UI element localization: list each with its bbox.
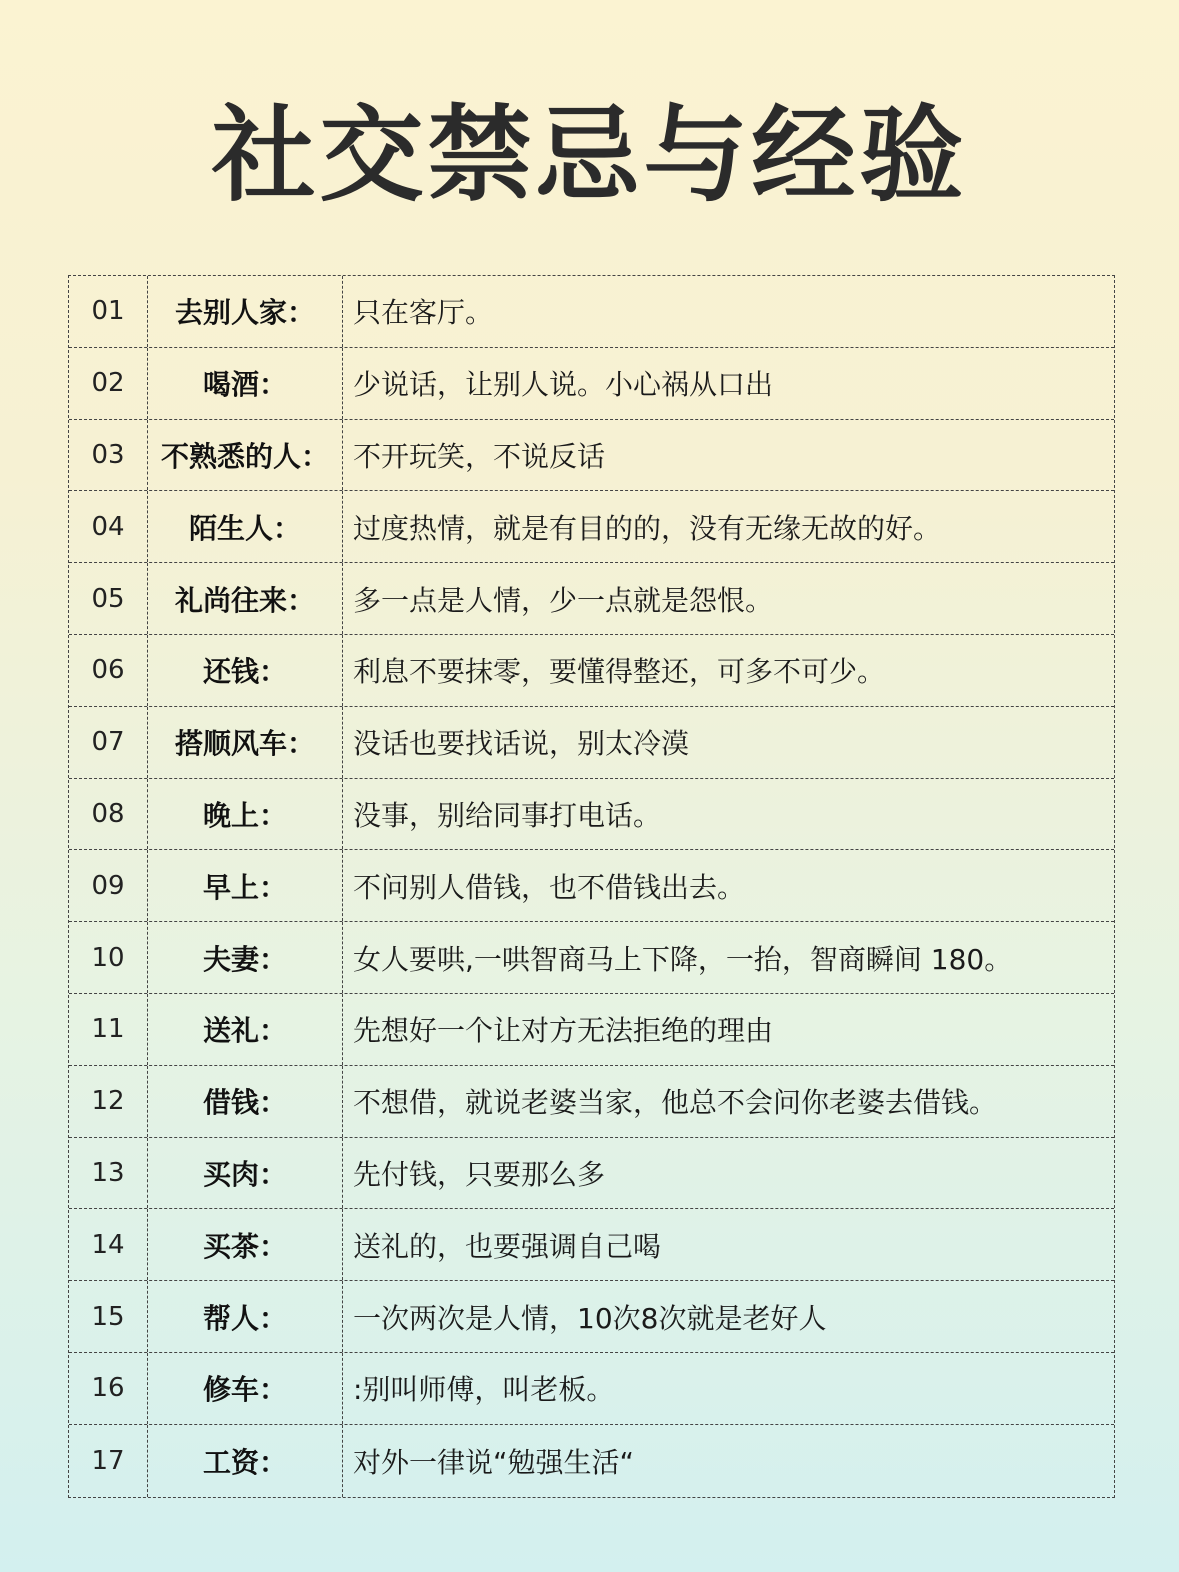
table-row <box>69 707 1114 779</box>
row-advice: 只在客厅。 <box>353 296 494 330</box>
row-topic: 去别人家： <box>148 276 343 347</box>
row-advice: 没话也要找话说，别太冷漠 <box>353 727 690 761</box>
row-number: 10 <box>69 922 148 993</box>
row-topic: 工资： <box>148 1425 343 1497</box>
row-advice: 送礼的，也要强调自己喝 <box>353 1229 662 1263</box>
table-row <box>69 276 1114 348</box>
row-number: 04 <box>69 491 148 562</box>
table-row <box>69 1353 1114 1425</box>
row-advice: 少说话，让别人说。小心祸从口出 <box>353 368 774 402</box>
page-title: 社交禁忌与经验 <box>211 94 968 216</box>
table-row <box>69 635 1114 707</box>
row-number: 02 <box>69 348 148 419</box>
row-number: 12 <box>69 1066 148 1137</box>
table-row <box>69 779 1114 851</box>
row-topic: 晚上： <box>148 779 343 850</box>
table-row <box>69 1209 1114 1281</box>
row-number: 03 <box>69 420 148 491</box>
row-advice: 不想借，就说老婆当家，他总不会问你老婆去借钱。 <box>353 1086 998 1120</box>
table-row <box>69 1066 1114 1138</box>
row-advice: 先想好一个让对方无法拒绝的理由 <box>353 1014 774 1048</box>
row-topic: 不熟悉的人： <box>148 420 343 491</box>
row-topic: 买肉： <box>148 1138 343 1209</box>
row-number: 07 <box>69 707 148 778</box>
row-topic: 借钱： <box>148 1066 343 1137</box>
table-row <box>69 922 1114 994</box>
row-topic: 送礼： <box>148 994 343 1065</box>
row-number: 16 <box>69 1353 148 1424</box>
row-number: 06 <box>69 635 148 706</box>
row-topic: 夫妻： <box>148 922 343 993</box>
row-topic: 买茶： <box>148 1209 343 1280</box>
row-topic: 陌生人： <box>148 491 343 562</box>
table-row <box>69 348 1114 420</box>
row-advice: 利息不要抹零，要懂得整还，可多不可少。 <box>353 655 886 689</box>
row-advice: 一次两次是人情，10次8次就是老好人 <box>353 1301 827 1335</box>
row-number: 08 <box>69 779 148 850</box>
row-advice: 多一点是人情，少一点就是怨恨。 <box>353 583 774 617</box>
row-advice: 先付钱，只要那么多 <box>353 1157 606 1191</box>
table-row <box>69 491 1114 563</box>
row-topic: 早上： <box>148 850 343 921</box>
row-number: 13 <box>69 1138 148 1209</box>
row-number: 17 <box>69 1425 148 1497</box>
row-advice: 没事，别给同事打电话。 <box>353 798 662 832</box>
row-number: 05 <box>69 563 148 634</box>
row-advice: 过度热情，就是有目的的，没有无缘无故的好。 <box>353 511 942 545</box>
table-row <box>69 994 1114 1066</box>
row-number: 14 <box>69 1209 148 1280</box>
table-row <box>69 1138 1114 1210</box>
table-row <box>69 850 1114 922</box>
row-advice: 不问别人借钱，也不借钱出去。 <box>353 870 746 904</box>
row-topic: 帮人： <box>148 1281 343 1352</box>
table-row <box>69 1281 1114 1353</box>
row-number: 15 <box>69 1281 148 1352</box>
row-advice: :别叫师傅，叫老板。 <box>353 1373 615 1407</box>
row-topic: 喝酒： <box>148 348 343 419</box>
table-row <box>69 420 1114 492</box>
row-number: 09 <box>69 850 148 921</box>
row-number: 01 <box>69 276 148 347</box>
row-topic: 还钱： <box>148 635 343 706</box>
row-topic: 搭顺风车： <box>148 707 343 778</box>
row-number: 11 <box>69 994 148 1065</box>
row-topic: 修车： <box>148 1353 343 1424</box>
table-row <box>69 1425 1114 1497</box>
row-advice: 不开玩笑，不说反话 <box>353 439 606 473</box>
row-advice: 对外一律说“勉强生活“ <box>353 1445 635 1479</box>
row-advice: 女人要哄,一哄智商马上下降，一抬，智商瞬间 180。 <box>353 942 1013 976</box>
table-row <box>69 563 1114 635</box>
tips-table <box>68 275 1115 1498</box>
row-topic: 礼尚往来： <box>148 563 343 634</box>
